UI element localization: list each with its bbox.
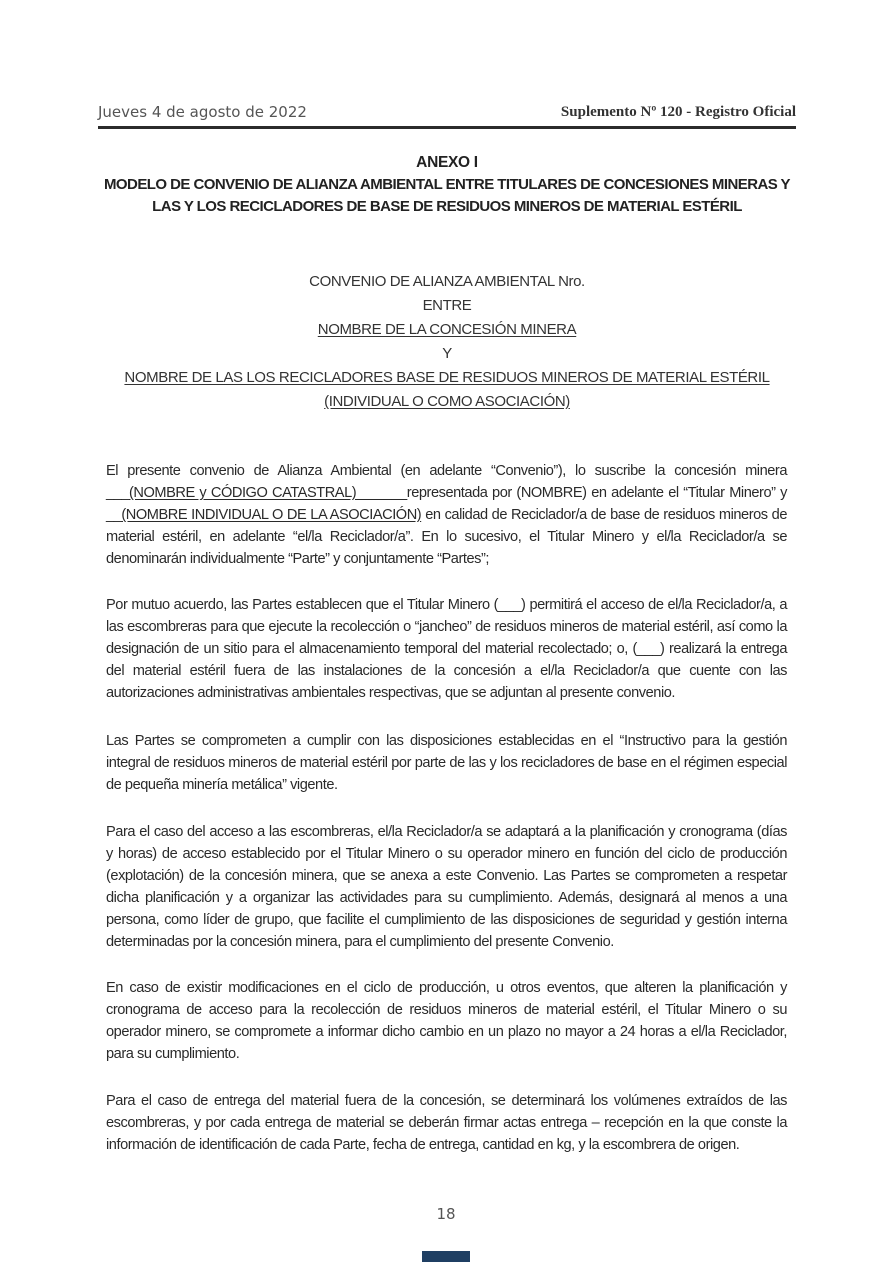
paragraph-parties — [106, 460, 787, 570]
convenio-title-block — [98, 270, 796, 414]
convenio-entre-line: ENTRE — [422, 297, 472, 314]
annex-label: ANEXO I — [416, 154, 478, 171]
header-date: Jueves 4 de agosto de 2022 — [98, 103, 307, 121]
concession-name-line: NOMBRE DE LA CONCESIÓN MINERA — [317, 321, 577, 338]
recyclers-name-line: NOMBRE DE LAS LOS RECICLADORES BASE DE RESIDUOS MINEROS DE MATERIAL ESTÉRIL — [124, 369, 770, 386]
page-header — [98, 103, 796, 125]
paragraph-access-schedule: Para el caso del acceso a las escombreras, el/la Reciclador/a se adaptará a la planificación y cronograma (días y horas) de acceso establecido por el Titular Minero o su operador minero en función del ciclo de producción (explotación) de la concesión minera, que se anexa a este Convenio. Las Partes se comprometen a respetar dicha planificación y a organizar las actividades para su cumplimiento. Además, designará al menos a una persona, como líder de grupo, que facilite el cumplimiento de las disposiciones de seguridad y gestión interna determinadas por la concesión minera, para el cumplimiento del presente Convenio. — [106, 824, 787, 950]
footer-accent-bar — [422, 1251, 470, 1262]
paragraph-compliance: Las Partes se comprometen a cumplir con las disposiciones establecidas en el “Instructivo para la gestión integral de residuos mineros de material estéril por parte de las y los recicladores de base en el régimen especial de pequeña minería metálica” vigente. — [106, 733, 787, 793]
annex-title-line-2: LAS Y LOS RECICLADORES DE BASE DE RESIDUOS MINEROS DE MATERIAL ESTÉRIL — [152, 198, 742, 215]
paragraph-mutual-agreement: Por mutuo acuerdo, las Partes establecen que el Titular Minero (___) permitirá el acceso de el/la Reciclador/a, a las escombreras para que ejecute la recolección o “jancheo” de residuos mineros de material estéril, así como la designación de un sitio para el almacenamiento temporal del material recolectado; o, (___) realizará la entrega del material estéril fuera de las instalaciones de la concesión a el/la Reciclador/a que cuente con las autorizaciones administrativas ambientales respectivas, que se adjuntan al presente convenio. — [106, 597, 787, 701]
header-rule — [98, 126, 796, 129]
convenio-y-line: Y — [442, 345, 452, 362]
p1-text-e: en calidad de Reciclador/a de base de residuos mineros de material estéril, en adelante “el/la Reciclador/a”. En lo sucesivo, el Titular Minero y el/la Reciclador/a se denominarán individualmente “Parte” y conjuntamente “Partes”; — [106, 507, 787, 567]
convenio-number-line: CONVENIO DE ALIANZA AMBIENTAL Nro. — [309, 273, 585, 290]
header-publication: Suplemento Nº 120 - Registro Oficial — [560, 104, 796, 120]
paragraph-modifications: En caso de existir modificaciones en el ciclo de producción, u otros eventos, que alteren la planificación y cronograma de acceso para la recolección de residuos mineros de material estéril, el Titular Minero o su operador minero, se compromete a informar dicho cambio en un plazo no mayor a 24 horas a el/la Reciclador, para su cumplimiento. — [106, 980, 787, 1062]
annex-heading — [98, 152, 796, 218]
p1-concession-placeholder: (NOMBRE y CÓDIGO CATASTRAL) ______ — [129, 485, 407, 501]
page-number: 18 — [436, 1205, 456, 1223]
paragraph-delivery: Para el caso de entrega del material fuera de la concesión, se determinará los volúmenes extraídos de las escombreras, y por cada entrega de material se deberán firmar actas entrega – recepción en la que conste la información de identificación de cada Parte, fecha de entrega, cantidad en kg, y la escombrera de origen. — [106, 1093, 787, 1153]
p1-recycler-placeholder: (NOMBRE INDIVIDUAL O DE LA ASOCIACIÓN) — [121, 507, 422, 523]
p1-text-a: El presente convenio de Alianza Ambiental (en adelante “Convenio”), lo suscribe la concesión minera ___ — [106, 463, 787, 501]
annex-title-line-1: MODELO DE CONVENIO DE ALIANZA AMBIENTAL ENTRE TITULARES DE CONCESIONES MINERAS Y — [103, 176, 791, 193]
p1-text-c: representada por (NOMBRE) en adelante el “Titular Minero” y __ — [106, 485, 787, 523]
recyclers-type-line: (INDIVIDUAL O COMO ASOCIACIÓN) — [324, 393, 570, 410]
